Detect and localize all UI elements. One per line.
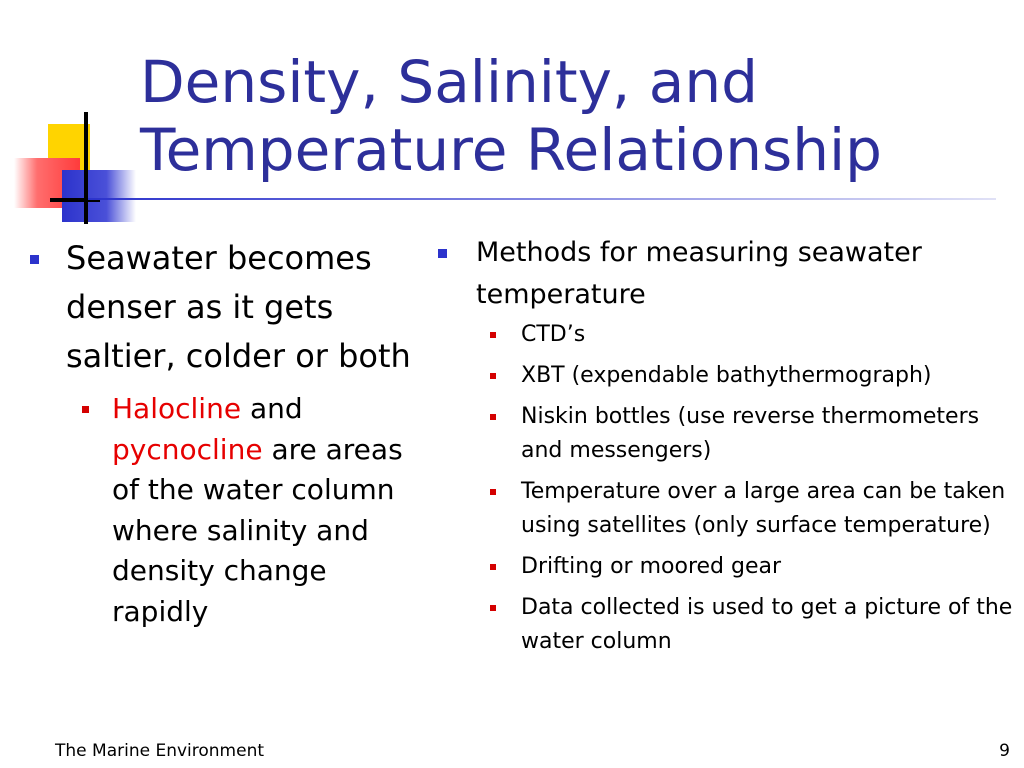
sub-bullet-rest: are areas of the water column where salinity and density change rapidly bbox=[112, 432, 403, 628]
blue-square bbox=[62, 170, 136, 222]
list-item-text: Data collected is used to get a picture of the water column bbox=[521, 595, 1013, 654]
left-sub-list bbox=[30, 389, 430, 632]
right-sub-list bbox=[438, 318, 1018, 659]
red-square-bullet-icon bbox=[82, 406, 89, 413]
pycnocline-term: pycnocline bbox=[112, 432, 263, 466]
list-item bbox=[438, 550, 1018, 584]
list-item bbox=[438, 475, 1018, 543]
right-column bbox=[438, 232, 1018, 666]
deco-vertical-line bbox=[84, 112, 88, 224]
right-bullet-text: Methods for measuring seawater temperature bbox=[476, 237, 922, 310]
slide-title bbox=[140, 48, 1000, 184]
list-item bbox=[438, 400, 1018, 468]
red-square-bullet-icon bbox=[490, 373, 496, 379]
title-line-1: Density, Salinity, and bbox=[140, 48, 758, 116]
list-item bbox=[438, 318, 1018, 352]
list-item-text: CTD’s bbox=[521, 322, 586, 347]
red-square-bullet-icon bbox=[490, 332, 496, 338]
red-square-bullet-icon bbox=[490, 605, 496, 611]
red-square-bullet-icon bbox=[490, 564, 496, 570]
footer-title: The Marine Environment bbox=[55, 741, 265, 761]
list-item bbox=[438, 591, 1018, 659]
list-item-text: Niskin bottles (use reverse thermometers and messengers) bbox=[521, 404, 980, 463]
list-item bbox=[438, 359, 1018, 393]
list-item-text: Temperature over a large area can be taken using satellites (only surface temperature) bbox=[521, 479, 1006, 538]
left-bullet-text: Seawater becomes denser as it gets saltier, colder or both bbox=[66, 239, 411, 375]
page-number: 9 bbox=[999, 741, 1010, 761]
left-sub-bullet bbox=[30, 389, 430, 632]
left-column bbox=[30, 234, 430, 632]
left-bullet bbox=[30, 234, 430, 381]
list-item-text: Drifting or moored gear bbox=[521, 554, 782, 579]
decorative-logo bbox=[0, 0, 140, 230]
red-square-bullet-icon bbox=[490, 489, 496, 495]
red-square-bullet-icon bbox=[490, 414, 496, 420]
halocline-term: Halocline bbox=[112, 392, 242, 425]
square-bullet-icon bbox=[438, 249, 447, 258]
right-bullet bbox=[438, 232, 1018, 316]
list-item-text: XBT (expendable bathythermograph) bbox=[521, 363, 932, 388]
and-word: and bbox=[241, 392, 303, 425]
title-divider bbox=[88, 198, 996, 200]
square-bullet-icon bbox=[30, 255, 39, 264]
title-line-2: Temperature Relationship bbox=[140, 116, 882, 184]
